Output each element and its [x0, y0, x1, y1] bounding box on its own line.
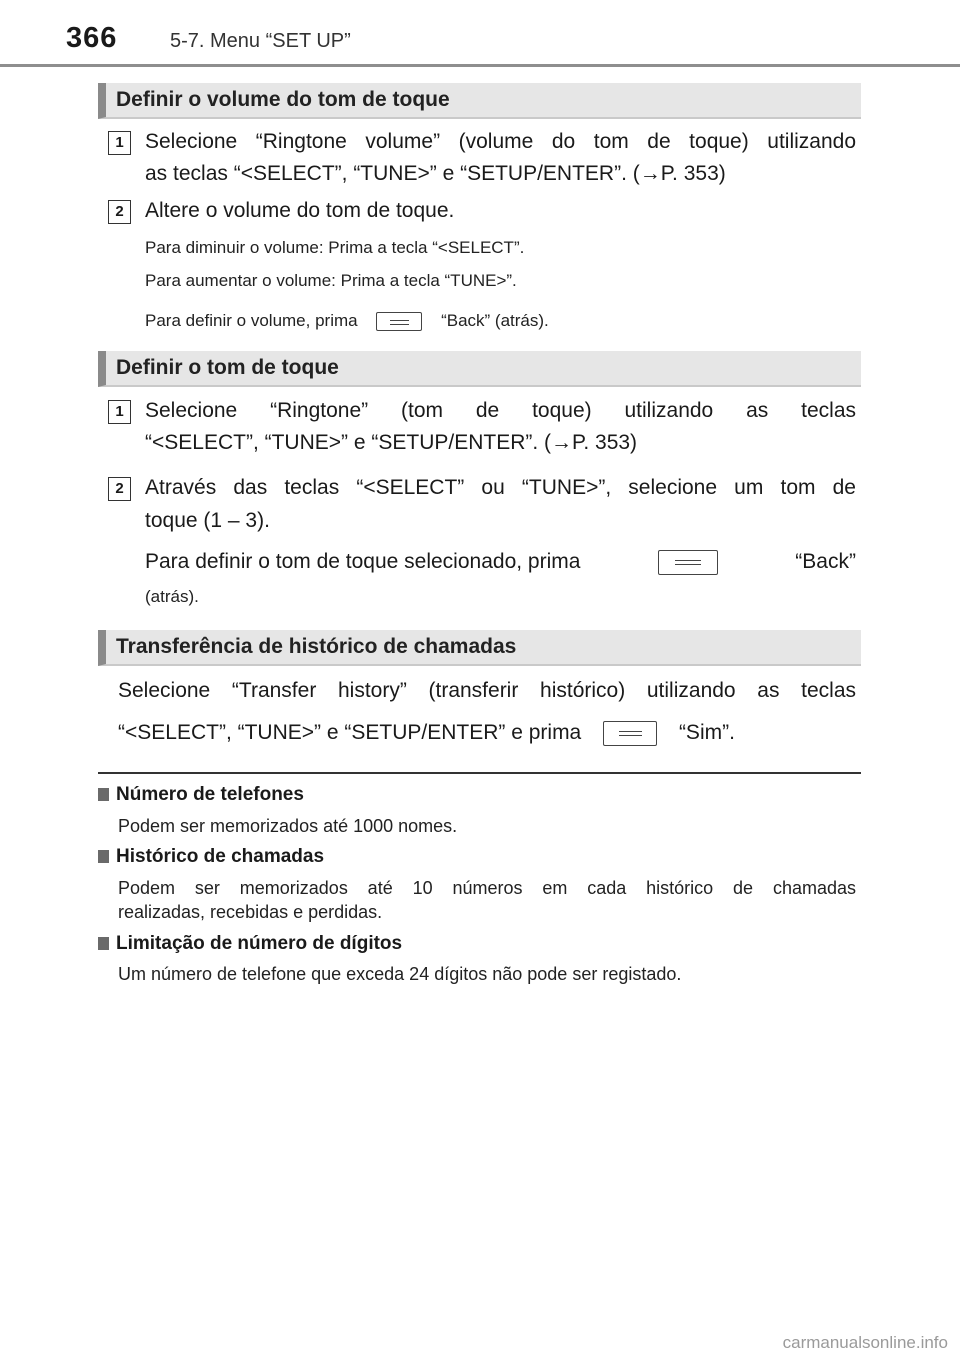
note-title: Histórico de chamadas: [116, 846, 325, 867]
step-number-badge: 2: [108, 200, 131, 224]
watermark: carmanualsonline.info: [782, 1333, 948, 1352]
step-text: toque (1 – 3).: [145, 509, 270, 532]
step-text: Selecione “Ringtone volume” (volume do tom de toque) utilizando: [145, 130, 856, 153]
note-title: Limitação de número de dígitos: [116, 933, 403, 954]
transfer-line: [118, 717, 735, 749]
square-bullet-icon: [98, 850, 109, 863]
note-heading: [98, 933, 402, 955]
section-title: Transferência de histórico de chamadas: [116, 635, 517, 658]
note-text: “Back” (atrás).: [441, 311, 549, 330]
square-bullet-icon: [98, 788, 109, 801]
note-body: Podem ser memorizados até 1000 nomes.: [118, 816, 458, 836]
section-heading-ringtone: [98, 351, 861, 387]
note-line-set-volume: [145, 311, 549, 331]
note-title: Número de telefones: [116, 784, 304, 805]
note-body: realizadas, recebidas e perdidas.: [118, 902, 383, 922]
step-text: Selecione “Ringtone” (tom de toque) utilizando as teclas: [145, 399, 856, 422]
body-text: “<SELECT”, “TUNE>” e “SETUP/ENTER” e prima: [118, 721, 582, 744]
note-text: Para aumentar o volume: Prima a tecla “TUNE>”.: [145, 271, 517, 290]
header-divider: [0, 64, 960, 67]
notes-divider: [98, 772, 861, 774]
section-title: Definir o volume do tom de toque: [116, 88, 450, 111]
step-number-badge: 2: [108, 477, 131, 501]
step-text: Altere o volume do tom de toque.: [145, 199, 455, 222]
section-heading-ringtone-volume: [98, 83, 861, 119]
square-bullet-icon: [98, 937, 109, 950]
step-text: “Back”: [795, 550, 856, 573]
set-ringtone-line: [145, 546, 856, 578]
note-text: Para definir o volume, prima: [145, 311, 358, 330]
chapter-title: 5-7. Menu “SET UP”: [170, 30, 351, 52]
page-number: 366: [66, 22, 118, 54]
body-text: “Sim”.: [678, 721, 735, 744]
note-body: Um número de telefone que exceda 24 dígitos não pode ser registado.: [118, 964, 682, 984]
note-text: Para diminuir o volume: Prima a tecla “<SELECT”.: [145, 238, 525, 257]
step-text: Através das teclas “<SELECT” ou “TUNE>”, selecione um tom de: [145, 476, 856, 499]
section-heading-transfer-history: [98, 630, 861, 666]
back-key-icon: [603, 721, 657, 746]
step-text: (atrás).: [145, 587, 199, 606]
step-text: “<SELECT”, “TUNE>” e “SETUP/ENTER”. (→P. 353): [145, 431, 638, 454]
section-title: Definir o tom de toque: [116, 356, 339, 379]
body-text: Selecione “Transfer history” (transferir histórico) utilizando as teclas: [118, 679, 856, 702]
step-text: as teclas “<SELECT”, “TUNE>” e “SETUP/ENTER”. (→P. 353): [145, 162, 726, 185]
note-body: Podem ser memorizados até 10 números em cada histórico de chamadas: [118, 878, 856, 898]
step-number-badge: 1: [108, 400, 131, 424]
note-heading: [98, 784, 304, 806]
back-key-icon: [376, 312, 422, 331]
note-heading: [98, 846, 324, 868]
step-number-badge: 1: [108, 131, 131, 155]
step-text: Para definir o tom de toque selecionado, prima: [145, 550, 581, 573]
back-key-icon: [658, 550, 718, 575]
